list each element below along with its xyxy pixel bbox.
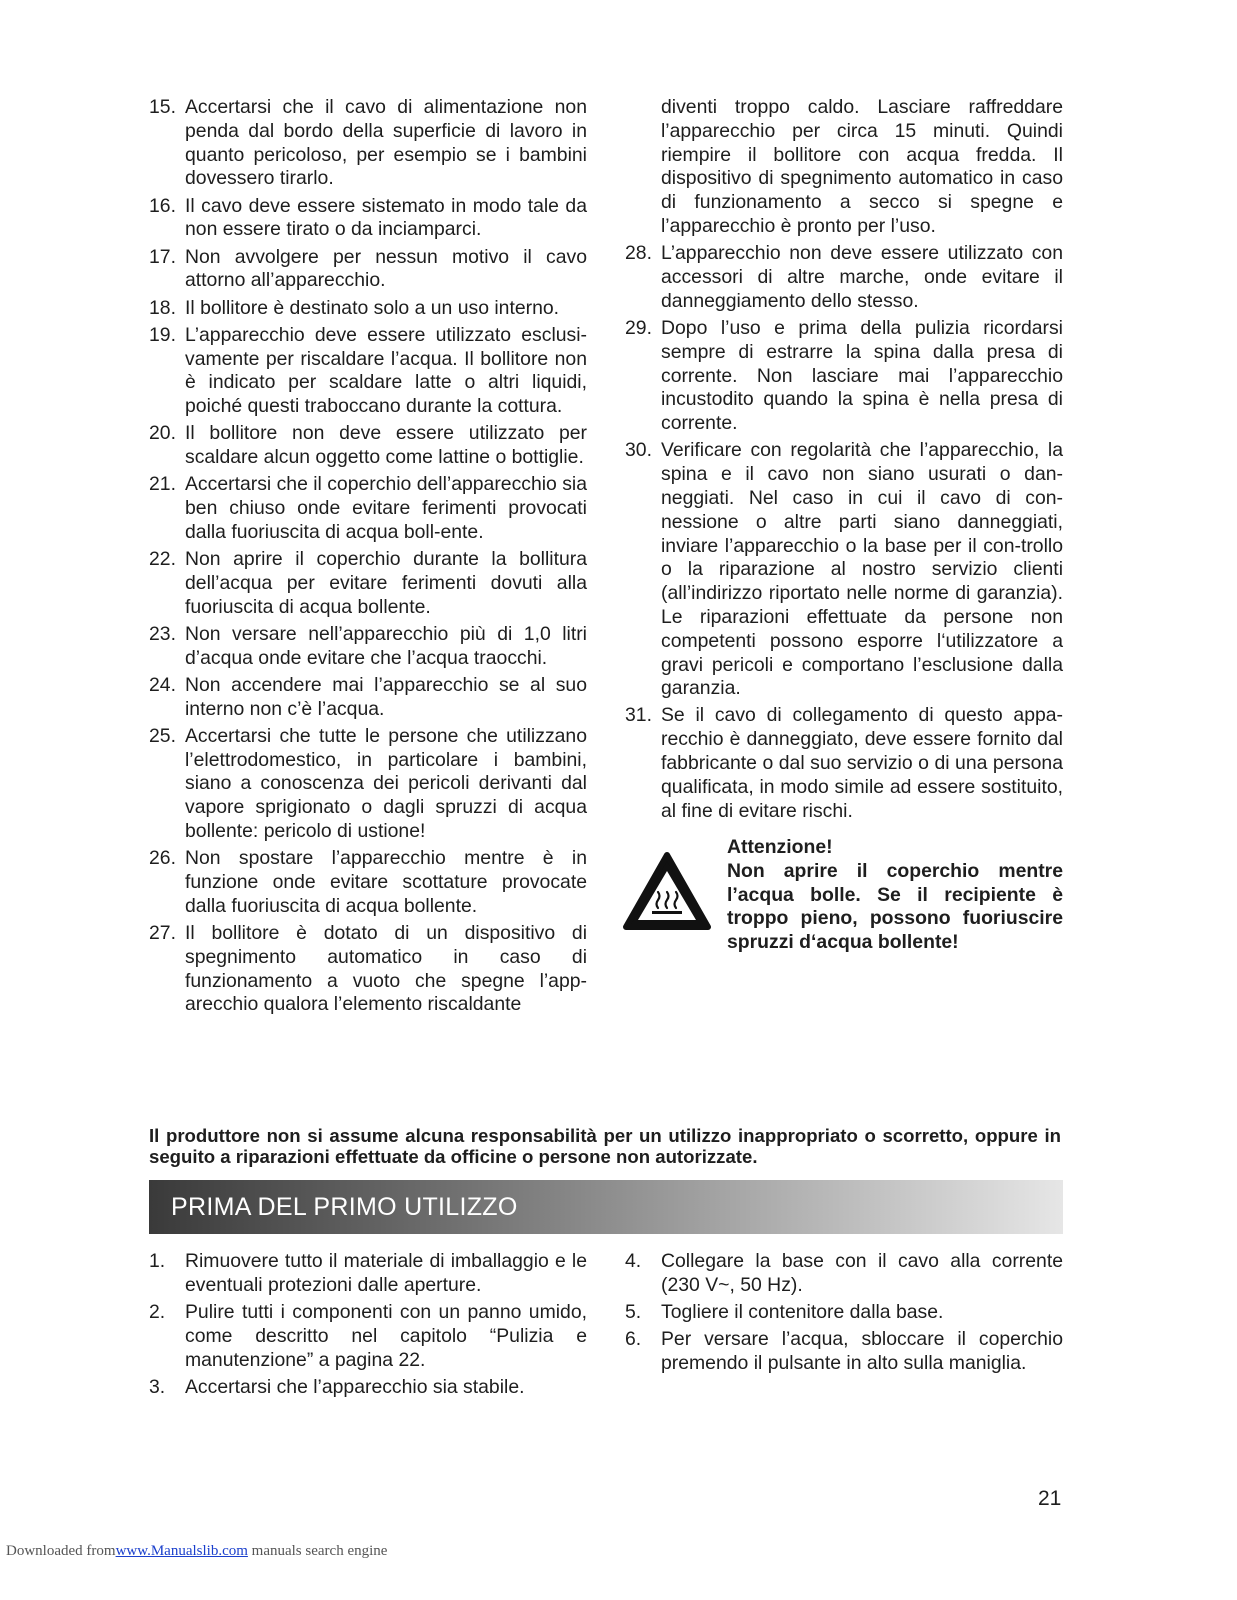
list-item	[625, 439, 1063, 701]
step-text: Per versare l’acqua, sbloccare il coperchio premendo il pulsante in alto sulla maniglia.	[661, 1328, 1063, 1374]
step-number: 5.	[625, 1300, 642, 1323]
item-number: 18.	[149, 296, 176, 319]
item-text: L’apparecchio non deve essere utilizzato con accessori di altre marche, onde evitare il danneggiamento dello stesso.	[661, 242, 1063, 312]
step-number: 6.	[625, 1328, 642, 1351]
item-text: Non accendere mai l’apparecchio se al suo interno non c’è l’acqua.	[185, 673, 587, 720]
item-number: 26.	[149, 847, 176, 870]
list-item	[149, 725, 587, 844]
item-text: Non aprire il coperchio durante la bollitura dell’acqua per evitare ferimenti dovuti alla fuoriuscita di acqua bollente.	[185, 548, 587, 618]
item-number: 24.	[149, 673, 176, 696]
step-item	[149, 1376, 587, 1400]
page-number: 21	[1038, 1487, 1062, 1510]
item-continuation: diventi troppo caldo. Lasciare raffreddare l’apparecchio per circa 15 minuti. Quindi riempire il bollitore con acqua fredda. Il dispositivo di spegnimento automatico in caso di funzionamento a secco si spegne e l’apparecchio è pronto per l’uso.	[661, 96, 1063, 237]
item-number: 22.	[149, 548, 176, 571]
list-item	[625, 317, 1063, 436]
step-number: 4.	[625, 1250, 642, 1272]
item-text: Non spostare l’apparecchio mentre è in funzione onde evitare scottature provocate dalla fuoriuscita di acqua bollente.	[185, 847, 587, 917]
step-text: Togliere il contenitore dalla base.	[661, 1300, 944, 1323]
item-text: Il bollitore è destinato solo a un uso interno.	[185, 296, 560, 319]
item-number: 21.	[149, 473, 176, 496]
warning-title: Attenzione!	[727, 836, 833, 858]
item-number: 29.	[625, 316, 652, 339]
steps-left-column	[149, 1250, 587, 1403]
item-text: Il bollitore non deve essere utilizzato per scaldare alcun oggetto come lattine o bottiglie.	[185, 422, 587, 469]
step-text: Collegare la base con il cavo alla corrente (230 V~, 50 Hz).	[661, 1250, 1063, 1296]
item-number: 28.	[625, 242, 652, 265]
item-number: 17.	[149, 245, 176, 268]
item-text: Accertarsi che tutte le persone che utilizzano l’elettrodomestico, in particolare i bambini, siano a conoscenza dei pericoli derivanti dal vapore sprigionato o dagli spruzzi di acqua bollente: pericolo di ustione!	[185, 724, 587, 843]
list-item	[149, 195, 587, 243]
download-footer	[6, 1543, 387, 1560]
item-number: 20.	[149, 422, 176, 445]
list-item	[625, 242, 1063, 313]
left-column	[149, 96, 587, 1021]
item-number: 30.	[625, 439, 652, 462]
manualslib-link[interactable]: www.Manualslib.com	[115, 1543, 248, 1559]
footer-prefix: Downloaded from	[6, 1543, 116, 1559]
step-item	[149, 1250, 587, 1298]
step-text: Accertarsi che l’apparecchio sia stabile.	[185, 1375, 525, 1398]
step-number: 3.	[149, 1375, 166, 1398]
list-item	[149, 473, 587, 544]
item-text: Non versare nell’apparecchio più di 1,0 litri d’acqua onde evitare che l’acqua traocchi.	[185, 622, 587, 669]
item-text: Accertarsi che il coperchio dell’apparecchio sia ben chiuso onde evitare ferimenti provocati dalla fuoriuscita di acqua boll-ente.	[185, 473, 588, 543]
item-text: Accertarsi che il cavo di alimentazione non penda dal bordo della superficie di lavoro in quanto pericoloso, per esempio se i bambini dovessero tirarlo.	[185, 96, 587, 190]
step-text: Pulire tutti i componenti con un panno umido, come descritto nel capitolo “Pulizia e manutenzione” a pagina 22.	[185, 1300, 587, 1371]
step-item	[625, 1328, 1063, 1376]
item-number: 19.	[149, 323, 176, 346]
step-number: 2.	[149, 1300, 166, 1323]
list-item	[149, 324, 587, 419]
section-header	[149, 1180, 1063, 1234]
step-number: 1.	[149, 1250, 166, 1272]
step-item	[149, 1301, 587, 1372]
item-text: Il bollitore è dotato di un dispositivo di spegnimento automatico in caso di funzionamento a vuoto che spegne l’app-arecchio qualora l’elemento riscaldante	[185, 921, 587, 1016]
list-item	[149, 674, 587, 722]
item-text: Verificare con regolarità che l’apparecchio, la spina e il cavo non siano usurati o dan-neggiati. Nel caso in cui il cavo di con-nessione o altre parti siano danneggiati, inviare l’apparecchio o la base per il con-trollo o la riparazione al nostro servizio clienti (all’indirizzo riportato nelle norme di garanzia). Le riparazioni effettuate da persone non competenti possono esporre l‘utilizzatore a gravi pericoli e comportano l’esclusione dalla garanzia.	[661, 439, 1063, 700]
section-title: PRIMA DEL PRIMO UTILIZZO	[171, 1193, 518, 1221]
item-text: Non avvolgere per nessun motivo il cavo attorno all’apparecchio.	[185, 245, 587, 292]
list-item	[149, 623, 587, 671]
warning-message: Non aprire il coperchio mentre l’acqua bolle. Se il recipiente è troppo pieno, possono fuoriuscire spruzzi d‘acqua bollente!	[727, 859, 1063, 954]
item-text: Se il cavo di collegamento di questo appa-recchio è danneggiato, deve essere fornito dal fabbricante o dal suo servizio o di una persona qualificata, in modo simile ad essere sostituito, al fine di evitare rischi.	[661, 704, 1063, 822]
steps-right-column	[625, 1250, 1063, 1379]
item-number: 25.	[149, 724, 176, 747]
step-item	[625, 1250, 1063, 1298]
list-item	[149, 922, 587, 1017]
item-number: 23.	[149, 622, 176, 645]
item-number: 16.	[149, 194, 176, 217]
liability-disclaimer: Il produttore non si assume alcuna responsabilità per un utilizzo inappropriato o scorretto, oppure in seguito a riparazioni effettuate da officine o persone non autorizzate.	[149, 1125, 1061, 1167]
footer-suffix: manuals search engine	[247, 1543, 388, 1559]
hot-surface-warning-icon	[622, 850, 712, 932]
item-number: 27.	[149, 921, 176, 944]
right-column	[625, 96, 1063, 827]
list-item	[625, 704, 1063, 823]
list-item	[149, 297, 587, 321]
list-item	[149, 246, 587, 294]
item-number: 15.	[149, 96, 176, 118]
list-item	[149, 847, 587, 918]
list-item	[149, 548, 587, 619]
list-item	[149, 422, 587, 470]
item-text: Il cavo deve essere sistemato in modo tale da non essere tirato o da inciamparci.	[185, 194, 587, 241]
step-text: Rimuovere tutto il materiale di imballaggio e le eventuali protezioni dalle aperture.	[185, 1250, 587, 1296]
item-number: 31.	[625, 704, 652, 727]
list-item	[149, 96, 587, 191]
warning-text-block	[727, 836, 1063, 955]
item-text: L’apparecchio deve essere utilizzato esclusi-vamente per riscaldare l’acqua. Il bollitore non è indicato per scaldare latte o altri liquidi, poiché questi traboccano durante la cottura.	[185, 323, 587, 418]
item-text: Dopo l’uso e prima della pulizia ricordarsi sempre di estrarre la spina dalla presa di corrente. Non lasciare mai l’apparecchio incustodito quando la spina è nella presa di corrente.	[661, 316, 1063, 435]
step-item	[625, 1301, 1063, 1325]
